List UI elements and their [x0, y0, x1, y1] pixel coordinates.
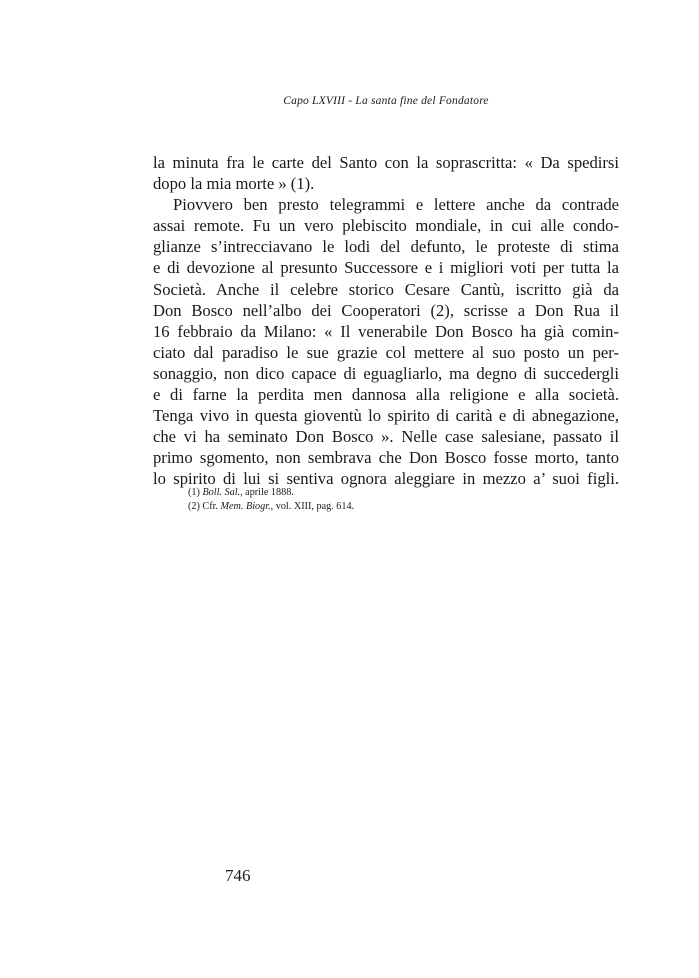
footnote-title: Mem. Biogr. [220, 500, 271, 512]
text-line: dopo la mia morte » (1). [153, 174, 315, 194]
footnote-rest: , vol. XIII, pag. 614. [270, 500, 355, 512]
text-line: Tenga vivo in questa gioventù lo spirito di carità e di abnegazione, [153, 406, 619, 426]
running-header: Capo LXVIII - La santa fine del Fondatore [283, 95, 489, 107]
footnote-title: Boll. Sal. [202, 487, 241, 498]
body-text [153, 152, 619, 490]
text-line: ciato dal paradiso le sue grazie col mettere al suo posto un per- [153, 342, 619, 362]
text-line: glianze s’intrecciavano le lodi del defunto, le proteste di stima [153, 237, 619, 257]
text-line: 16 febbraio da Milano: « Il venerabile Don Bosco ha già comin- [153, 321, 619, 341]
text-line: Piovvero ben presto telegrammi e lettere anche da contrade [173, 195, 619, 215]
text-line: lo spirito di lui si sentiva ognora aleggiare in mezzo a’ suoi figli. [153, 469, 619, 489]
footnotes [188, 486, 354, 513]
text-line: e di farne la perdita men dannosa alla religione e alla società. [153, 385, 619, 405]
text-line: Don Bosco nell’albo dei Cooperatori (2), scrisse a Don Rua il [153, 300, 619, 320]
text-line: la minuta fra le carte del Santo con la soprascritta: « Da spedirsi [153, 153, 619, 172]
text-line: e di devozione al presunto Successore e i migliori voti per tutta la [153, 258, 619, 278]
text-line: sonaggio, non dico capace di eguagliarlo, ma degno di succedergli [153, 363, 619, 383]
page-number: 746 [225, 866, 251, 885]
footnote-rest: , aprile 1888. [240, 487, 294, 498]
text-line: primo sgomento, non sembrava che Don Bosco fosse morto, tanto [153, 448, 619, 468]
text-line: assai remote. Fu un vero plebiscito mondiale, in cui alle condo- [153, 216, 619, 236]
text-line: che vi ha seminato Don Bosco ». Nelle case salesiane, passato il [153, 427, 619, 447]
footnote-mark: (2) Cfr. [188, 500, 218, 512]
footnote-1 [188, 486, 354, 500]
text-line: Società. Anche il celebre storico Cesare Cantù, iscritto già da [153, 279, 619, 299]
footnote-2 [188, 500, 354, 514]
footnote-mark: (1) [188, 487, 200, 498]
